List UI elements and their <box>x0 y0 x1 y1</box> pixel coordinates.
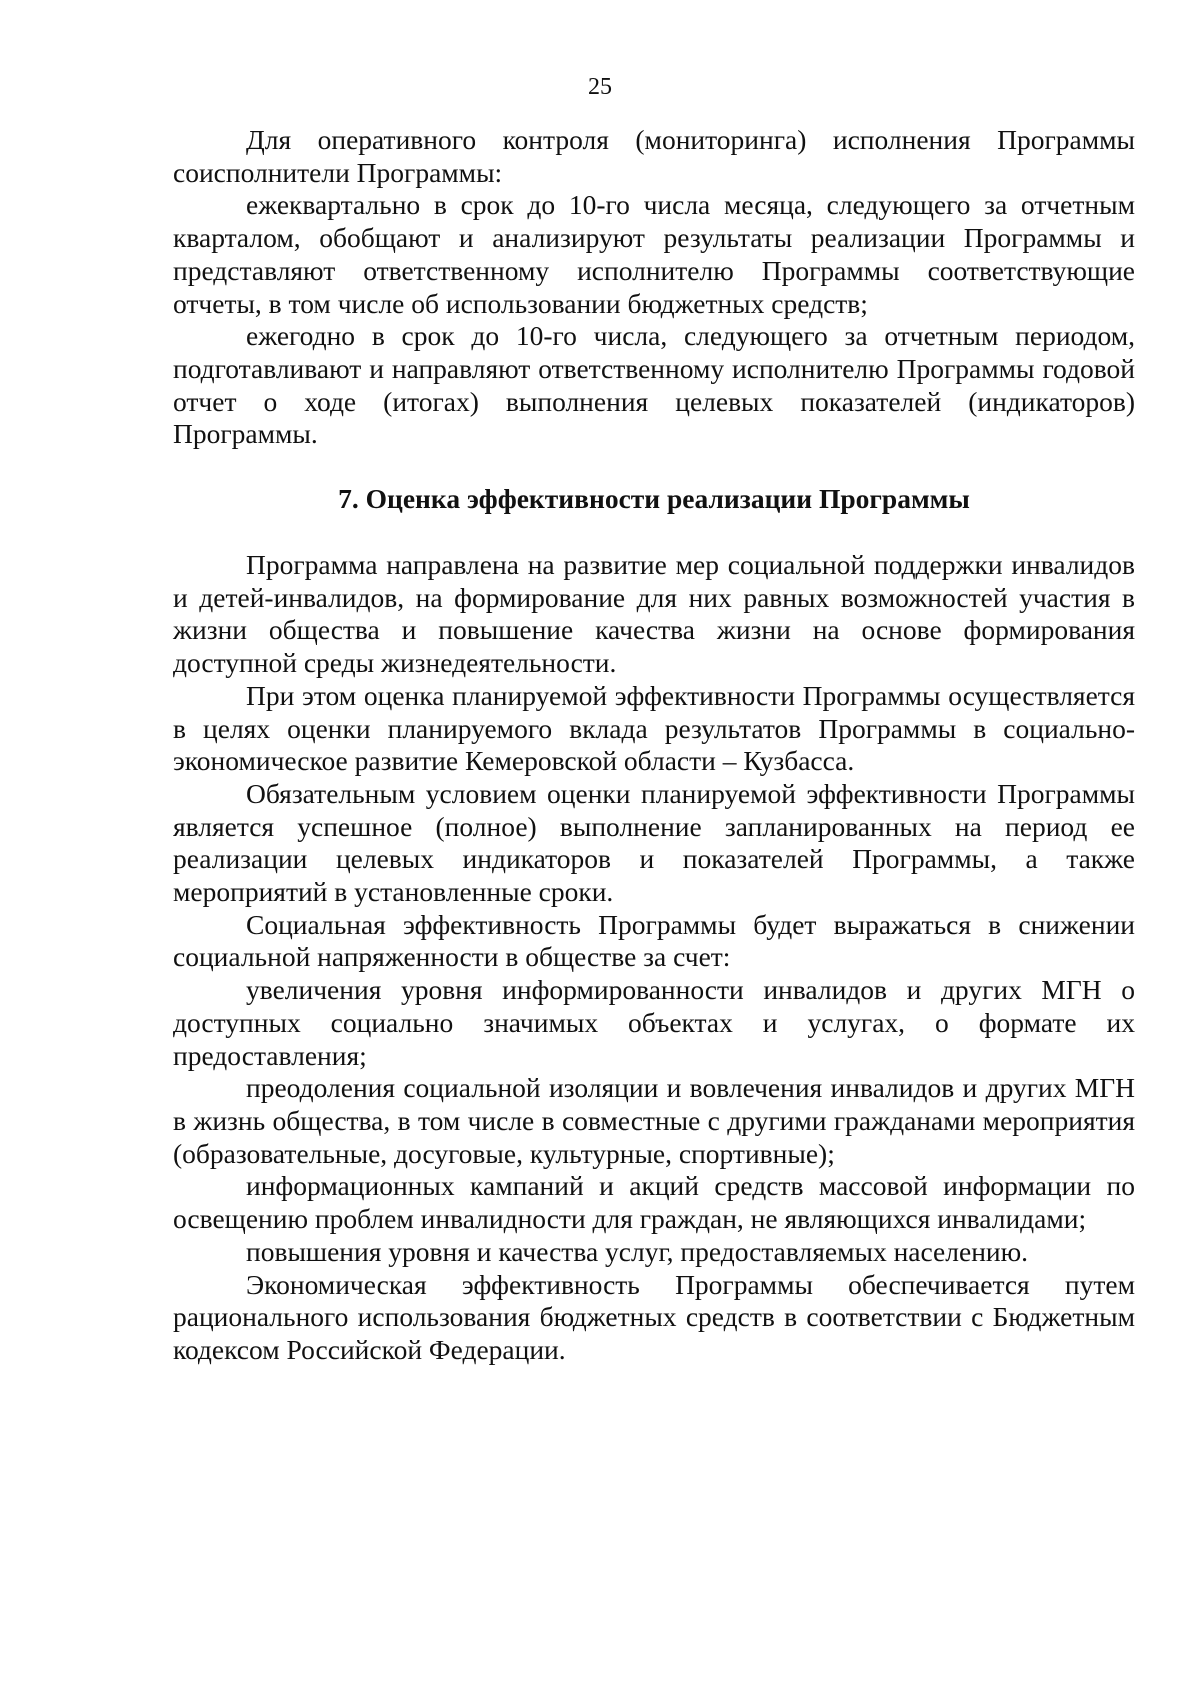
paragraph-economic-efficiency: Экономическая эффективность Программы обеспечивается путем рационального использования бюджетных средств в соответствии с Бюджетным кодексом Российской Федерации. <box>173 1268 1135 1365</box>
page-number: 25 <box>588 74 612 100</box>
paragraph-efficiency-assessment: При этом оценка планируемой эффективности Программы осуществляется в целях оценки планируемого вклада результатов Программы в социально-экономическое развитие Кемеровской области – Кузбасса. <box>173 679 1135 777</box>
paragraph-awareness-item: увеличения уровня информированности инвалидов и других МГН о доступных социально значимых объектах и услугах, о формате их предоставления; <box>173 974 1135 1071</box>
paragraph-mandatory-condition: Обязательным условием оценки планируемой эффективности Программы является успешное (полное) выполнение запланированных на период ее реализации целевых индикаторов и показателей Программы, а также мероприятий в установленные сроки. <box>173 777 1135 908</box>
paragraph-social-efficiency: Социальная эффективность Программы будет выражаться в снижении социальной напряженности в обществе за счет: <box>173 908 1135 973</box>
section-title: 7. Оценка эффективности реализации Программы <box>338 483 970 515</box>
paragraph-media-campaigns-item: информационных кампаний и акций средств массовой информации по освещению проблем инвалидности для граждан, не являющихся инвалидами; <box>173 1170 1135 1235</box>
paragraph-program-purpose: Программа направлена на развитие мер социальной поддержки инвалидов и детей-инвалидов, на формирование для них равных возможностей участия в жизни общества и повышение качества жизни на основе формирования доступной среды жизнедеятельности. <box>173 549 1135 679</box>
document-body <box>173 124 1135 1367</box>
paragraph-monitoring-intro: Для оперативного контроля (мониторинга) исполнения Программы соисполнители Программы: <box>173 124 1135 188</box>
paragraph-annual-report: ежегодно в срок до 10-го числа, следующего за отчетным периодом, подготавливают и направляют ответственному исполнителю Программы годовой отчет о ходе (итогах) выполнения целевых показателей (индикаторов) Программы. <box>173 320 1135 450</box>
paragraph-quarterly-reports: ежеквартально в срок до 10-го числа месяца, следующего за отчетным кварталом, обобщают и анализируют результаты реализации Программы и представляют ответственному исполнителю Программы соответствующие отчеты, в том числе об использовании бюджетных средств; <box>173 189 1135 319</box>
paragraph-isolation-item: преодоления социальной изоляции и вовлечения инвалидов и других МГН в жизнь общества, в том числе в совместные с другими гражданами мероприятия (образовательные, досуговые, культурные, спортивные); <box>173 1072 1135 1169</box>
paragraph-service-quality-item: повышения уровня и качества услуг, предоставляемых населению. <box>246 1235 1029 1267</box>
